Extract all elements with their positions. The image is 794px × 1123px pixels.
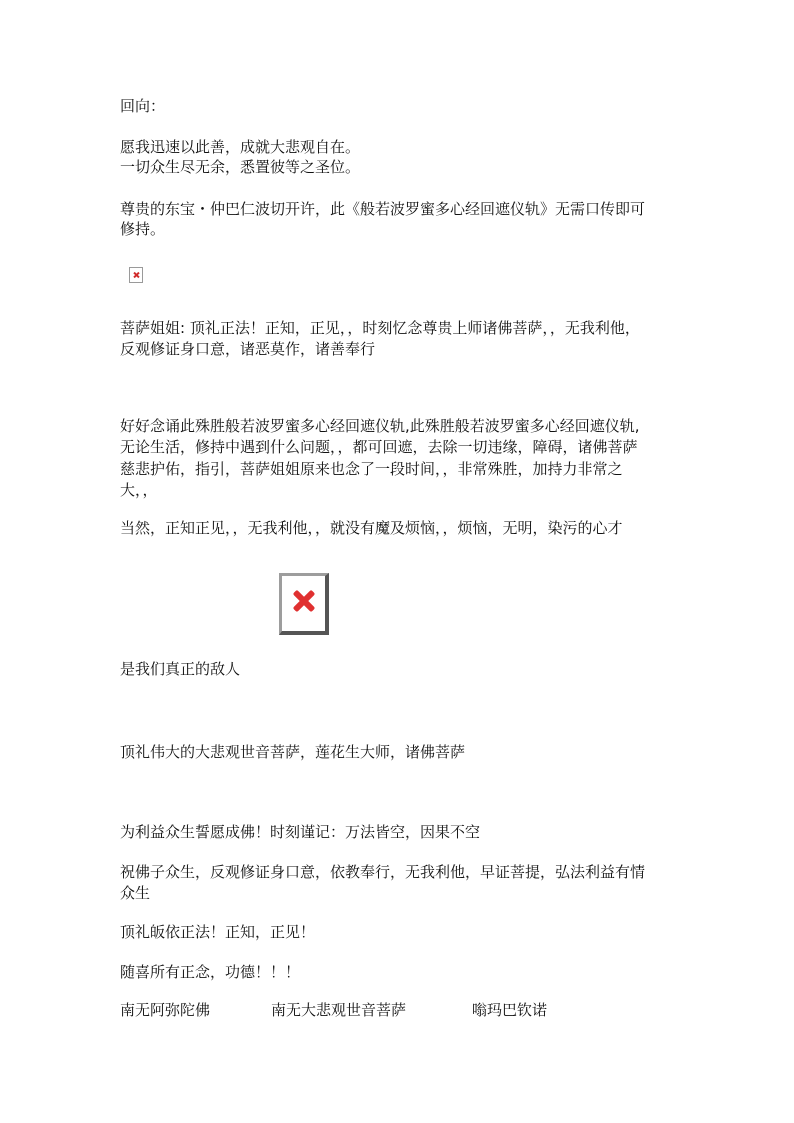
vow-line: 为利益众生誓愿成佛！时刻谨记：万法皆空，因果不空 (120, 823, 481, 841)
broken-image-icon-large (279, 573, 329, 635)
dedication-verse-line-2: 一切众生尽无余，悉置彼等之圣位。 (120, 158, 361, 176)
red-x-icon (291, 588, 317, 614)
refuge-line: 顶礼皈依正法！正知，正见！ (120, 923, 316, 941)
closing-amitabha: 南无阿弥陀佛 (120, 1001, 211, 1019)
recite-line-2: 无论生活，修持中遇到什么问题，，都可回遮，去除一切违缘，障碍，诸佛菩萨 (120, 438, 638, 456)
permission-line-1: 尊贵的东宝・仲巴仁波切开许，此《般若波罗蜜多心经回遮仪轨》无需口传即可 (120, 200, 646, 218)
recite-line-4: 大，， (120, 481, 158, 499)
wish-line-1: 祝佛子众生，反观修证身口意，依教奉行，无我利他，早证菩提，弘法利益有情 (120, 863, 646, 881)
broken-image-icon (129, 267, 143, 283)
recite-line-3: 慈悲护佑，指引，菩萨姐姐原来也念了一段时间，，非常殊胜，加持力非常之 (120, 460, 623, 478)
permission-line-2: 修持。 (120, 220, 166, 238)
right-view-line: 当然，正知正见，，无我利他，，就没有魔及烦恼，，烦恼，无明，染污的心才 (120, 519, 623, 537)
wish-line-2: 众生 (120, 884, 151, 902)
rejoice-line: 随喜所有正念，功德！！！ (120, 963, 301, 981)
dedication-verse-line-1: 愿我迅速以此善，成就大悲观自在。 (120, 138, 361, 156)
bow-line: 顶礼伟大的大悲观世音菩萨，莲花生大师，诸佛菩萨 (120, 743, 466, 761)
enemy-line: 是我们真正的敌人 (120, 660, 241, 678)
homage-line-1: 菩萨姐姐: 顶礼正法！正知，正见，，时刻忆念尊贵上师诸佛菩萨，，无我利他， (120, 319, 640, 337)
recite-line-1: 好好念诵此殊胜般若波罗蜜多心经回遮仪轨,此殊胜般若波罗蜜多心经回遮仪轨, (120, 417, 640, 435)
closing-karmapa-chenno: 嗡玛巴钦诺 (472, 1001, 548, 1019)
homage-line-2: 反观修证身口意，诸恶莫作，诸善奉行 (120, 340, 376, 358)
dedication-heading: 回向： (120, 97, 166, 115)
closing-avalokiteshvara: 南无大悲观世音菩萨 (271, 1001, 407, 1019)
